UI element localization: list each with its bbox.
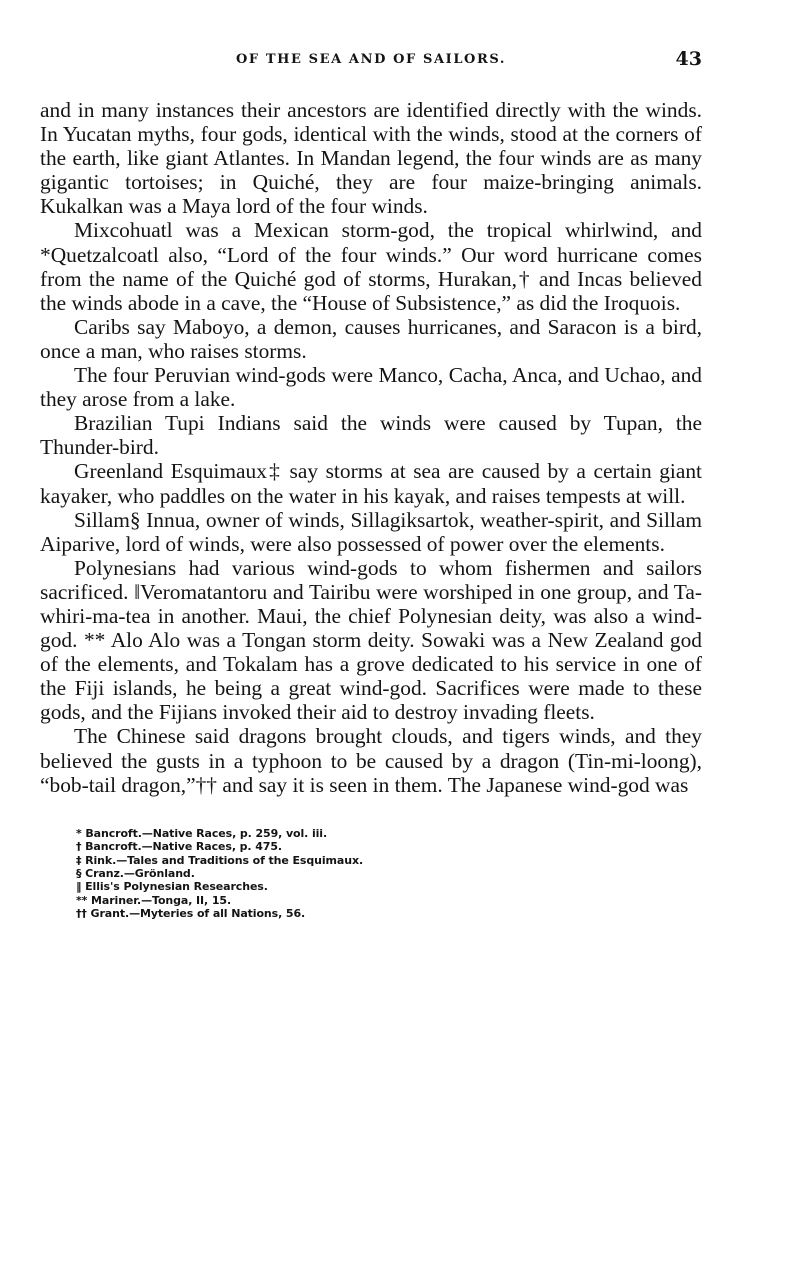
running-head (40, 46, 702, 78)
footnotes (40, 827, 702, 921)
footnote: * Bancroft.—Native Races, p. 259, vol. iii. (76, 826, 328, 840)
running-title: OF THE SEA AND OF SAILORS. (235, 52, 507, 67)
paragraph: Greenland Esquimaux‡ say storms at sea are caused by a certain giant kayaker, who paddles on the water in his kayak, and raises tempests at will. (40, 459, 702, 508)
paragraph: Mixcohuatl was a Mexican storm-god, the tropical whirlwind, and *Quetzalcoatl also, “Lord of the four winds.” Our word hurricane comes from the name of the Quiché god of storms, Hurakan,† and Incas believed the winds abode in a cave, the “House of Subsistence,” as did the Iroquois. (40, 218, 702, 315)
paragraph: and in many instances their ancestors are identified directly with the winds. In Yucatan myths, four gods, identical with the winds, stood at the corners of the earth, like giant Atlantes. In Mandan legend, the four winds are as many gigantic tortoises; in Quiché, they are four maize-bringing animals. Kukalkan was a Maya lord of the four winds. (40, 98, 702, 219)
paragraph: The Chinese said dragons brought clouds, and tigers winds, and they believed the gusts in a typhoon to be caused by a dragon (Tin-mi-loong), “bob-tail dragon,”†† and say it is seen in them. The Japanese wind-god was (40, 724, 702, 797)
footnote: § Cranz.—Grönland. (76, 866, 195, 880)
footnote: ‡ Rink.—Tales and Traditions of the Esquimaux. (76, 853, 364, 867)
paragraph: Polynesians had various wind-gods to whom fishermen and sailors sacrificed. ‖Veromatantoru and Tairibu were worshiped in one group, and Ta-whiri-ma-tea in another. Maui, the chief Polynesian deity, was also a wind-god. ** Alo Alo was a Tongan storm deity. Sowaki was a New Zealand god of the elements, and Tokalam has a grove dedicated to his service in one of the Fiji islands, he being a great wind-god. Sacrifices were made to these gods, and the Fijians invoked their aid to destroy invading fleets. (40, 555, 702, 725)
body-text (40, 98, 702, 797)
page-number: 43 (675, 48, 702, 70)
footnote: ** Mariner.—Tonga, II, 15. (76, 893, 232, 907)
paragraph: The four Peruvian wind-gods were Manco, Cacha, Anca, and Uchao, and they arose from a lake. (40, 363, 702, 412)
paragraph: Sillam§ Innua, owner of winds, Sillagiksartok, weather-spirit, and Sillam Aiparive, lord of winds, were also possessed of power over the elements. (40, 507, 702, 556)
footnote: †† Grant.—Myteries of all Nations, 56. (76, 907, 306, 921)
book-page (40, 46, 702, 921)
footnote: ‖ Ellis's Polynesian Researches. (76, 880, 268, 894)
footnote: † Bancroft.—Native Races, p. 475. (76, 840, 282, 854)
paragraph: Brazilian Tupi Indians said the winds were caused by Tupan, the Thunder-bird. (40, 411, 702, 460)
paragraph: Caribs say Maboyo, a demon, causes hurricanes, and Saracon is a bird, once a man, who raises storms. (40, 314, 702, 363)
